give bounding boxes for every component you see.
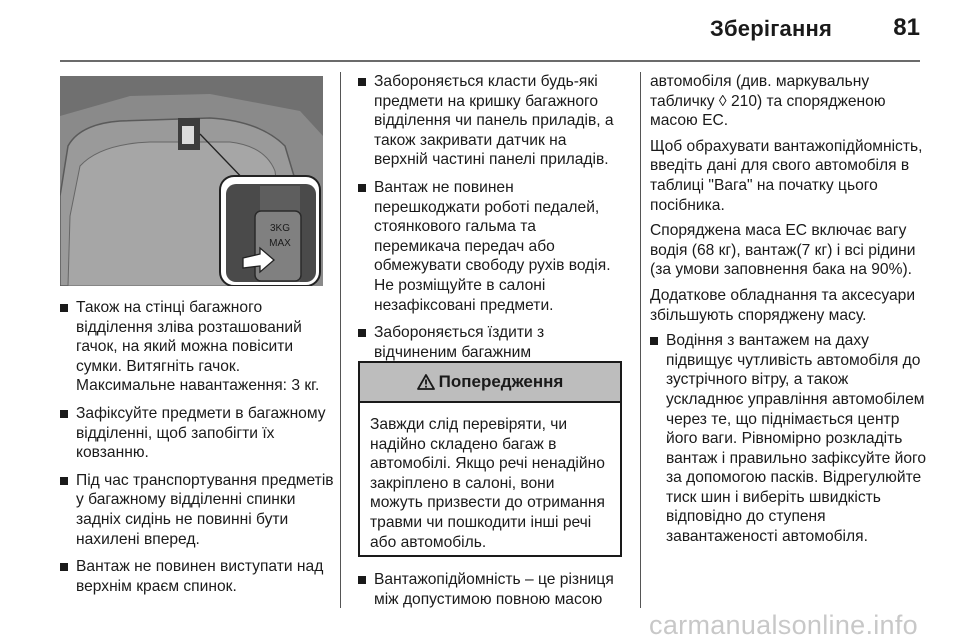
- list-item: Також на стінці багажного відділення зліва розташований гачок, на який можна повісити сумки. Витягніть гачок. Максимальне навантаження: 3 кг.: [60, 298, 336, 396]
- list-item: Забороняється їздити з відчиненим багажним: [358, 323, 624, 382]
- list-item: Забороняється класти будь-які предмети на кришку багажного відділення чи панель приладів, а також закривати датчик на верхній частині панелі приладів.: [358, 72, 624, 170]
- list-item: Вантаж не повинен виступати над верхнім краєм спинок.: [60, 557, 336, 596]
- warning-triangle-icon: [417, 374, 435, 390]
- hook-label-max: MAX: [269, 238, 291, 249]
- list-item: Водіння з вантажем на даху підвищує чутливість автомобіля до зустрічного вітру, а також ускладнює управління автомобілем через те, що піднімається центр його ваги. Рівномірно розкладіть вантаж і правильно зафіксуйте його за допомогою пасків. Відрегулюйте тиск шин і виберіть швидкість відповідно до ступеня завантаженості автомобіля.: [650, 331, 926, 547]
- watermark: carmanualsonline.info: [649, 610, 918, 640]
- column-2: [358, 72, 624, 382]
- column-divider: [640, 72, 641, 608]
- warning-text: Завжди слід перевіряти, чи надійно складено багаж в автомобілі. Якщо речі ненадійно закріплено в салоні, вони можуть призвести до отримання травми чи пошкодити інші речі або автомобіль.: [370, 416, 605, 551]
- paragraph: Споряджена маса ЕС включає вагу водія (68 кг), вантаж(7 кг) і всі рідини (за умови заповнення бака на 90%).: [650, 222, 916, 279]
- list-item: Під час транспортування предметів у багажному відділенні спинки задніх сидінь не повинні бути нахилені вперед.: [60, 471, 336, 549]
- warning-header: [360, 363, 620, 403]
- list-item: Зафіксуйте предмети в багажному відділенні, щоб запобігти їх ковзанню.: [60, 404, 336, 463]
- page-header: [60, 0, 920, 62]
- paragraph: Додаткове обладнання та аксесуари збільшують споряджену масу.: [650, 286, 916, 324]
- column-1: [60, 298, 336, 596]
- warning-box: [358, 361, 622, 557]
- warning-title: Попередження: [438, 372, 564, 391]
- column-2-continued: [358, 570, 624, 609]
- trunk-hook-illustration: [60, 76, 323, 286]
- page-number: 81: [893, 14, 920, 41]
- trunk-hook-drawing: [60, 76, 323, 286]
- column-divider: [340, 72, 341, 608]
- hook-label-weight: 3KG: [269, 223, 291, 234]
- paragraph: автомобіля (див. маркувальну табличку ◊ 210) та спорядженою масою ЕС.: [650, 73, 886, 130]
- column-3: [650, 72, 926, 547]
- paragraph: Щоб обрахувати вантажопідйомність, введіть дані для свого автомобіля в таблиці "Вага" на початку цього посібника.: [650, 137, 923, 214]
- section-title: Зберігання: [710, 16, 832, 41]
- list-item: Вантажопідйомність – це різниця між допустимою повною масою: [358, 570, 624, 609]
- list-item: Вантаж не повинен перешкоджати роботі педалей, стоянкового гальма та перемикача передач або обмежувати свободу рухів водія. Не розміщуйте в салоні незафіксовані предмети.: [358, 178, 624, 315]
